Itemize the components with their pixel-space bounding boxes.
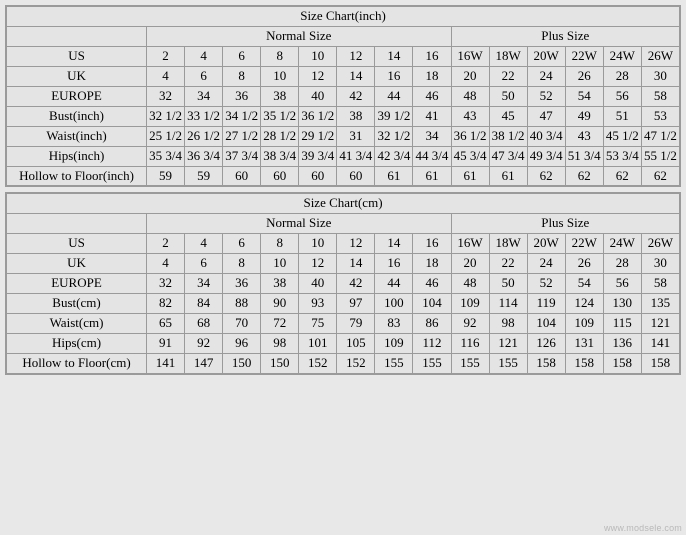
watermark: www.modsele.com (603, 523, 682, 533)
cell: 158 (603, 353, 641, 373)
group-plus-size: Plus Size (451, 26, 680, 46)
chart-title: Size Chart(inch) (7, 7, 680, 27)
cell: 109 (375, 334, 413, 354)
cell: 12 (299, 66, 337, 86)
cell: 38 (337, 106, 375, 126)
cell: 61 (375, 166, 413, 186)
cell: 26 (565, 254, 603, 274)
row-label-bust: Bust(inch) (7, 106, 147, 126)
cell: 75 (299, 314, 337, 334)
cell: 141 (147, 353, 185, 373)
cell: 119 (527, 294, 565, 314)
cell: 109 (451, 294, 489, 314)
cell: 130 (603, 294, 641, 314)
cell: 24 (527, 254, 565, 274)
cell: 16 (375, 254, 413, 274)
cell: 61 (489, 166, 527, 186)
cell: 22W (565, 46, 603, 66)
cell: 43 (451, 106, 489, 126)
cell: 10 (299, 234, 337, 254)
cell: 114 (489, 294, 527, 314)
cell: 61 (413, 166, 451, 186)
cell: 60 (261, 166, 299, 186)
group-row-spacer (7, 26, 147, 46)
cell: 104 (527, 314, 565, 334)
cell: 56 (603, 86, 641, 106)
cell: 34 (185, 86, 223, 106)
cell: 155 (413, 353, 451, 373)
cell: 62 (565, 166, 603, 186)
cell: 12 (337, 234, 375, 254)
cell: 70 (223, 314, 261, 334)
table-row (7, 314, 680, 334)
cell: 98 (489, 314, 527, 334)
cell: 39 3/4 (299, 146, 337, 166)
row-label-us: US (7, 234, 147, 254)
row-label-hollow-to-floor: Hollow to Floor(inch) (7, 166, 147, 186)
cell: 29 1/2 (299, 126, 337, 146)
chart-title: Size Chart(cm) (7, 194, 680, 214)
cell: 6 (223, 46, 261, 66)
cell: 22 (489, 254, 527, 274)
table-row (7, 46, 680, 66)
cell: 26W (641, 46, 679, 66)
cell: 47 (527, 106, 565, 126)
cell: 32 1/2 (375, 126, 413, 146)
cell: 38 3/4 (261, 146, 299, 166)
cell: 93 (299, 294, 337, 314)
cell: 20 (451, 254, 489, 274)
cell: 28 (603, 66, 641, 86)
cell: 37 3/4 (223, 146, 261, 166)
cell: 49 (565, 106, 603, 126)
row-label-hips: Hips(inch) (7, 146, 147, 166)
cell: 136 (603, 334, 641, 354)
cell: 53 (641, 106, 679, 126)
cell: 42 3/4 (375, 146, 413, 166)
cell: 104 (413, 294, 451, 314)
cell: 2 (147, 46, 185, 66)
cell: 24W (603, 46, 641, 66)
cell: 24W (603, 234, 641, 254)
table-row (7, 166, 680, 186)
cell: 10 (261, 66, 299, 86)
cell: 158 (527, 353, 565, 373)
cell: 20W (527, 234, 565, 254)
cell: 150 (261, 353, 299, 373)
cell: 60 (337, 166, 375, 186)
cell: 35 1/2 (261, 106, 299, 126)
cell: 58 (641, 274, 679, 294)
cell: 32 1/2 (147, 106, 185, 126)
cell: 49 3/4 (527, 146, 565, 166)
table-row (7, 66, 680, 86)
table-row (7, 274, 680, 294)
cell: 54 (565, 274, 603, 294)
cell: 91 (147, 334, 185, 354)
cell: 27 1/2 (223, 126, 261, 146)
group-plus-size: Plus Size (451, 214, 680, 234)
cell: 45 1/2 (603, 126, 641, 146)
cell: 50 (489, 86, 527, 106)
cell: 44 (375, 274, 413, 294)
cell: 16W (451, 46, 489, 66)
group-normal-size: Normal Size (147, 214, 452, 234)
cell: 152 (337, 353, 375, 373)
cell: 61 (451, 166, 489, 186)
cell: 43 (565, 126, 603, 146)
cell: 36 (223, 274, 261, 294)
table-row (7, 146, 680, 166)
cell: 35 3/4 (147, 146, 185, 166)
table-row (7, 353, 680, 373)
cell: 88 (223, 294, 261, 314)
size-chart-inch-body (7, 7, 680, 186)
cell: 31 (337, 126, 375, 146)
cell: 36 (223, 86, 261, 106)
cell: 10 (261, 254, 299, 274)
cell: 20 (451, 66, 489, 86)
cell: 79 (337, 314, 375, 334)
cell: 92 (451, 314, 489, 334)
cell: 158 (641, 353, 679, 373)
size-chart-page (0, 5, 686, 535)
cell: 59 (185, 166, 223, 186)
cell: 30 (641, 254, 679, 274)
cell: 26 (565, 66, 603, 86)
cell: 141 (641, 334, 679, 354)
cell: 53 3/4 (603, 146, 641, 166)
row-label-europe: EUROPE (7, 86, 147, 106)
cell: 124 (565, 294, 603, 314)
cell: 4 (147, 254, 185, 274)
group-row-spacer (7, 214, 147, 234)
size-chart-cm-table (6, 193, 680, 373)
cell: 45 (489, 106, 527, 126)
cell: 147 (185, 353, 223, 373)
table-row (7, 126, 680, 146)
row-label-waist: Waist(cm) (7, 314, 147, 334)
cell: 59 (147, 166, 185, 186)
table-row (7, 294, 680, 314)
cell: 48 (451, 274, 489, 294)
cell: 58 (641, 86, 679, 106)
cell: 62 (603, 166, 641, 186)
cell: 18 (413, 254, 451, 274)
cell: 25 1/2 (147, 126, 185, 146)
cell: 72 (261, 314, 299, 334)
cell: 68 (185, 314, 223, 334)
cell: 65 (147, 314, 185, 334)
cell: 36 1/2 (299, 106, 337, 126)
size-chart-inch (5, 5, 681, 187)
size-chart-cm-body (7, 194, 680, 373)
table-row (7, 234, 680, 254)
cell: 36 1/2 (451, 126, 489, 146)
cell: 135 (641, 294, 679, 314)
cell: 41 (413, 106, 451, 126)
cell: 34 (413, 126, 451, 146)
cell: 41 3/4 (337, 146, 375, 166)
cell: 8 (223, 66, 261, 86)
group-normal-size: Normal Size (147, 26, 452, 46)
table-row (7, 106, 680, 126)
cell: 46 (413, 86, 451, 106)
cell: 32 (147, 86, 185, 106)
row-label-us: US (7, 46, 147, 66)
cell: 109 (565, 314, 603, 334)
cell: 92 (185, 334, 223, 354)
cell: 18 (413, 66, 451, 86)
cell: 8 (261, 46, 299, 66)
cell: 152 (299, 353, 337, 373)
cell: 105 (337, 334, 375, 354)
cell: 51 3/4 (565, 146, 603, 166)
cell: 14 (337, 254, 375, 274)
cell: 155 (375, 353, 413, 373)
cell: 96 (223, 334, 261, 354)
size-chart-cm (5, 192, 681, 374)
cell: 10 (299, 46, 337, 66)
cell: 97 (337, 294, 375, 314)
cell: 45 3/4 (451, 146, 489, 166)
cell: 38 (261, 274, 299, 294)
cell: 112 (413, 334, 451, 354)
cell: 51 (603, 106, 641, 126)
cell: 4 (185, 46, 223, 66)
cell: 50 (489, 274, 527, 294)
cell: 33 1/2 (185, 106, 223, 126)
cell: 62 (527, 166, 565, 186)
cell: 38 (261, 86, 299, 106)
cell: 55 1/2 (641, 146, 679, 166)
table-row (7, 254, 680, 274)
cell: 155 (451, 353, 489, 373)
cell: 48 (451, 86, 489, 106)
cell: 16W (451, 234, 489, 254)
cell: 46 (413, 274, 451, 294)
cell: 56 (603, 274, 641, 294)
cell: 126 (527, 334, 565, 354)
cell: 40 (299, 86, 337, 106)
cell: 14 (337, 66, 375, 86)
cell: 60 (299, 166, 337, 186)
row-label-bust: Bust(cm) (7, 294, 147, 314)
cell: 47 3/4 (489, 146, 527, 166)
cell: 44 (375, 86, 413, 106)
cell: 150 (223, 353, 261, 373)
cell: 8 (261, 234, 299, 254)
cell: 16 (413, 46, 451, 66)
row-label-uk: UK (7, 254, 147, 274)
cell: 40 (299, 274, 337, 294)
cell: 47 1/2 (641, 126, 679, 146)
cell: 4 (185, 234, 223, 254)
size-chart-inch-table (6, 6, 680, 186)
cell: 12 (337, 46, 375, 66)
cell: 6 (223, 234, 261, 254)
cell: 36 3/4 (185, 146, 223, 166)
cell: 52 (527, 274, 565, 294)
cell: 28 1/2 (261, 126, 299, 146)
cell: 84 (185, 294, 223, 314)
row-label-hollow-to-floor: Hollow to Floor(cm) (7, 353, 147, 373)
row-label-hips: Hips(cm) (7, 334, 147, 354)
row-label-europe: EUROPE (7, 274, 147, 294)
cell: 2 (147, 234, 185, 254)
cell: 42 (337, 86, 375, 106)
cell: 121 (489, 334, 527, 354)
cell: 121 (641, 314, 679, 334)
cell: 26W (641, 234, 679, 254)
cell: 54 (565, 86, 603, 106)
cell: 16 (375, 66, 413, 86)
cell: 34 (185, 274, 223, 294)
cell: 38 1/2 (489, 126, 527, 146)
cell: 39 1/2 (375, 106, 413, 126)
cell: 28 (603, 254, 641, 274)
cell: 40 3/4 (527, 126, 565, 146)
chart-group-row (7, 26, 680, 46)
cell: 24 (527, 66, 565, 86)
cell: 26 1/2 (185, 126, 223, 146)
cell: 6 (185, 66, 223, 86)
cell: 8 (223, 254, 261, 274)
cell: 131 (565, 334, 603, 354)
cell: 20W (527, 46, 565, 66)
cell: 22W (565, 234, 603, 254)
cell: 60 (223, 166, 261, 186)
chart-title-row (7, 194, 680, 214)
cell: 82 (147, 294, 185, 314)
cell: 4 (147, 66, 185, 86)
cell: 155 (489, 353, 527, 373)
cell: 30 (641, 66, 679, 86)
row-label-uk: UK (7, 66, 147, 86)
cell: 116 (451, 334, 489, 354)
cell: 98 (261, 334, 299, 354)
row-label-waist: Waist(inch) (7, 126, 147, 146)
cell: 86 (413, 314, 451, 334)
chart-group-row (7, 214, 680, 234)
cell: 62 (641, 166, 679, 186)
cell: 52 (527, 86, 565, 106)
cell: 100 (375, 294, 413, 314)
cell: 90 (261, 294, 299, 314)
cell: 32 (147, 274, 185, 294)
cell: 18W (489, 234, 527, 254)
cell: 14 (375, 234, 413, 254)
cell: 6 (185, 254, 223, 274)
cell: 18W (489, 46, 527, 66)
chart-title-row (7, 7, 680, 27)
cell: 22 (489, 66, 527, 86)
cell: 34 1/2 (223, 106, 261, 126)
cell: 115 (603, 314, 641, 334)
cell: 42 (337, 274, 375, 294)
cell: 101 (299, 334, 337, 354)
cell: 83 (375, 314, 413, 334)
table-row (7, 334, 680, 354)
cell: 14 (375, 46, 413, 66)
cell: 12 (299, 254, 337, 274)
cell: 16 (413, 234, 451, 254)
cell: 158 (565, 353, 603, 373)
cell: 44 3/4 (413, 146, 451, 166)
table-row (7, 86, 680, 106)
